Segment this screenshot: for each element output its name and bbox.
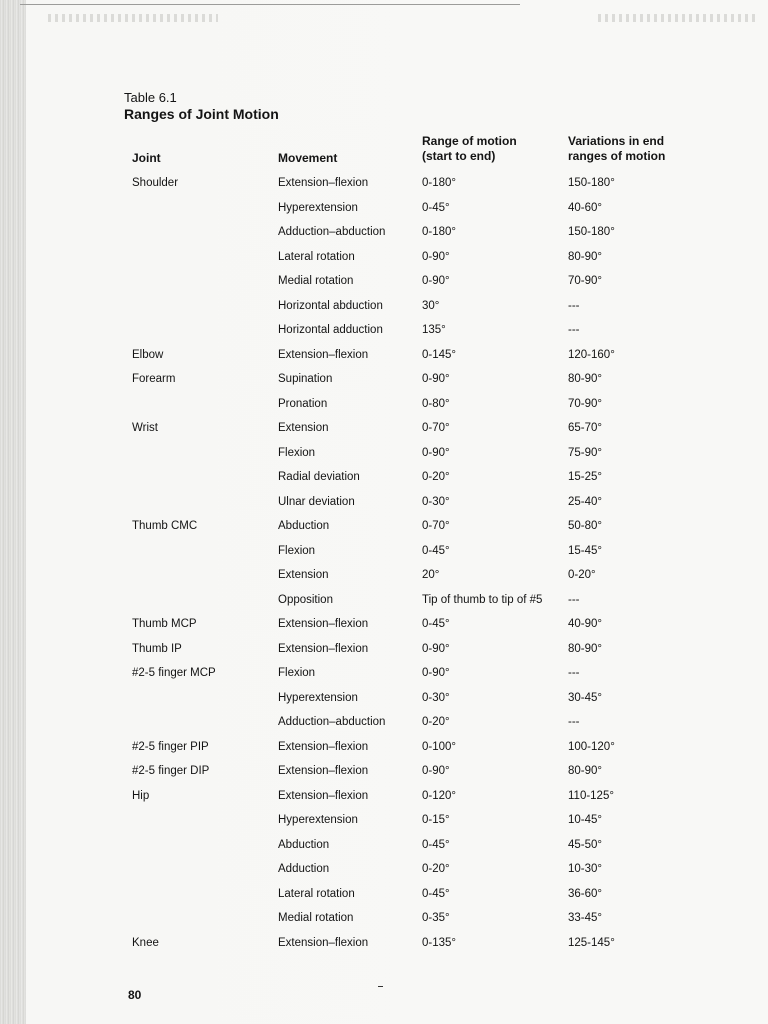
print-mark [378,986,383,987]
table-title: Ranges of Joint Motion [124,106,279,122]
cell-range: 30° [422,299,440,312]
cell-movement: Extension [278,422,329,434]
header-range-line1: Range of motion [422,134,517,148]
cell-variation: 75-90° [568,446,603,459]
cell-variation: 125-145° [568,936,615,949]
cell-variation: 80-90° [568,765,603,777]
cell-joint: Hip [132,789,150,802]
cell-variation: 45-50° [568,838,603,851]
cell-range: Tip of thumb to tip of #5 [422,593,543,606]
cell-variation: 33-45° [568,912,603,924]
cell-movement: Extension–flexion [278,642,369,655]
cell-movement: Abduction [278,838,330,851]
cell-variation: 30-45° [568,691,603,704]
cell-joint: Thumb IP [132,642,182,655]
cell-range: 0-100° [422,740,457,753]
cell-movement: Extension [278,569,329,581]
cell-joint: Elbow [132,348,164,361]
cell-joint: Shoulder [132,177,179,189]
cell-movement: Extension–flexion [278,740,369,753]
cell-variation: 65-70° [568,422,603,434]
cell-movement: Hyperextension [278,814,358,826]
cell-movement: Horizontal abduction [278,299,383,312]
cell-range: 0-70° [422,422,450,434]
cell-movement: Adduction–abduction [278,226,386,238]
cell-joint: #2-5 finger DIP [132,765,210,777]
cell-range: 0-45° [422,544,450,557]
cell-range: 0-90° [422,667,450,679]
cell-range: 0-90° [422,642,450,655]
cell-variation: 25-40° [568,495,603,508]
scan-artifact-left [48,14,218,22]
cell-range: 0-120° [422,789,457,802]
cell-movement: Medial rotation [278,912,354,924]
cell-variation: 10-30° [568,863,603,875]
cell-range: 0-180° [422,226,457,238]
cell-joint: Wrist [132,422,158,434]
cell-variation: --- [568,299,580,312]
page-number: 80 [128,988,142,1002]
cell-movement: Hyperextension [278,691,358,704]
cell-movement: Abduction [278,520,330,532]
cell-variation: 150-180° [568,177,615,189]
cell-range: 0-90° [422,373,450,385]
cell-movement: Medial rotation [278,275,354,287]
cell-range: 0-30° [422,495,450,508]
header-range [422,134,517,164]
cell-range: 0-180° [422,177,457,189]
cell-range: 0-145° [422,348,457,361]
cell-movement: Flexion [278,446,316,459]
cell-movement: Hyperextension [278,201,358,214]
cell-variation: --- [568,324,580,336]
cell-range: 0-35° [422,912,450,924]
cell-movement: Lateral rotation [278,250,355,263]
cell-movement: Lateral rotation [278,887,355,900]
cell-variation: 0-20° [568,569,596,581]
cell-movement: Extension–flexion [278,618,369,630]
cell-variation: 120-160° [568,348,615,361]
cell-movement: Opposition [278,593,333,606]
cell-movement: Radial deviation [278,471,360,483]
cell-movement: Extension–flexion [278,936,369,949]
cell-variation: 80-90° [568,642,603,655]
cell-range: 20° [422,569,440,581]
header-variation-line1: Variations in end [568,134,665,148]
cell-movement: Flexion [278,667,316,679]
header-movement: Movement [278,151,338,165]
cell-variation: 15-25° [568,471,603,483]
cell-variation: --- [568,667,580,679]
cell-range: 0-90° [422,765,450,777]
cell-range: 0-80° [422,397,450,410]
cell-variation: 36-60° [568,887,603,900]
cell-movement: Adduction [278,863,330,875]
cell-range: 0-30° [422,691,450,704]
cell-variation: 15-45° [568,544,603,557]
scan-artifact-right [598,14,758,22]
cell-movement: Supination [278,373,333,385]
cell-range: 0-45° [422,618,450,630]
book-binding-edge [0,0,26,1024]
table-label: Table 6.1 [124,90,177,105]
cell-variation: 80-90° [568,373,603,385]
cell-range: 0-45° [422,201,450,214]
cell-variation: 40-90° [568,618,603,630]
cell-variation: 40-60° [568,201,603,214]
cell-joint: #2-5 finger PIP [132,740,209,753]
cell-range: 0-20° [422,863,450,875]
cell-range: 0-20° [422,716,450,728]
cell-joint: Thumb CMC [132,520,198,532]
cell-variation: 100-120° [568,740,615,753]
cell-variation: 150-180° [568,226,615,238]
cell-variation: 70-90° [568,397,603,410]
cell-range: 0-45° [422,887,450,900]
cell-joint: Forearm [132,373,176,385]
cell-range: 0-20° [422,471,450,483]
cell-range: 0-90° [422,446,450,459]
cell-range: 0-70° [422,520,450,532]
cell-variation: 70-90° [568,275,603,287]
cell-movement: Extension–flexion [278,348,369,361]
cell-variation: 10-45° [568,814,603,826]
cell-joint: #2-5 finger MCP [132,667,216,679]
cell-movement: Extension–flexion [278,177,369,189]
cell-movement: Pronation [278,397,328,410]
cell-movement: Extension–flexion [278,765,369,777]
header-variation [568,134,665,164]
cell-range: 0-90° [422,275,450,287]
cell-movement: Horizontal adduction [278,324,383,336]
cell-movement: Flexion [278,544,316,557]
cell-range: 135° [422,324,446,336]
page-top-edge [20,4,520,5]
cell-movement: Extension–flexion [278,789,369,802]
cell-range: 0-135° [422,936,457,949]
cell-range: 0-45° [422,838,450,851]
cell-variation: --- [568,716,580,728]
cell-joint: Thumb MCP [132,618,197,630]
cell-variation: 50-80° [568,520,603,532]
header-variation-line2: ranges of motion [568,149,666,163]
cell-movement: Adduction–abduction [278,716,386,728]
cell-variation: --- [568,593,580,606]
cell-joint: Knee [132,936,159,949]
header-range-line2: (start to end) [422,149,496,163]
cell-movement: Ulnar deviation [278,495,355,508]
cell-variation: 80-90° [568,250,603,263]
header-joint: Joint [132,151,161,165]
cell-range: 0-15° [422,814,450,826]
cell-variation: 110-125° [568,789,614,802]
cell-range: 0-90° [422,250,450,263]
